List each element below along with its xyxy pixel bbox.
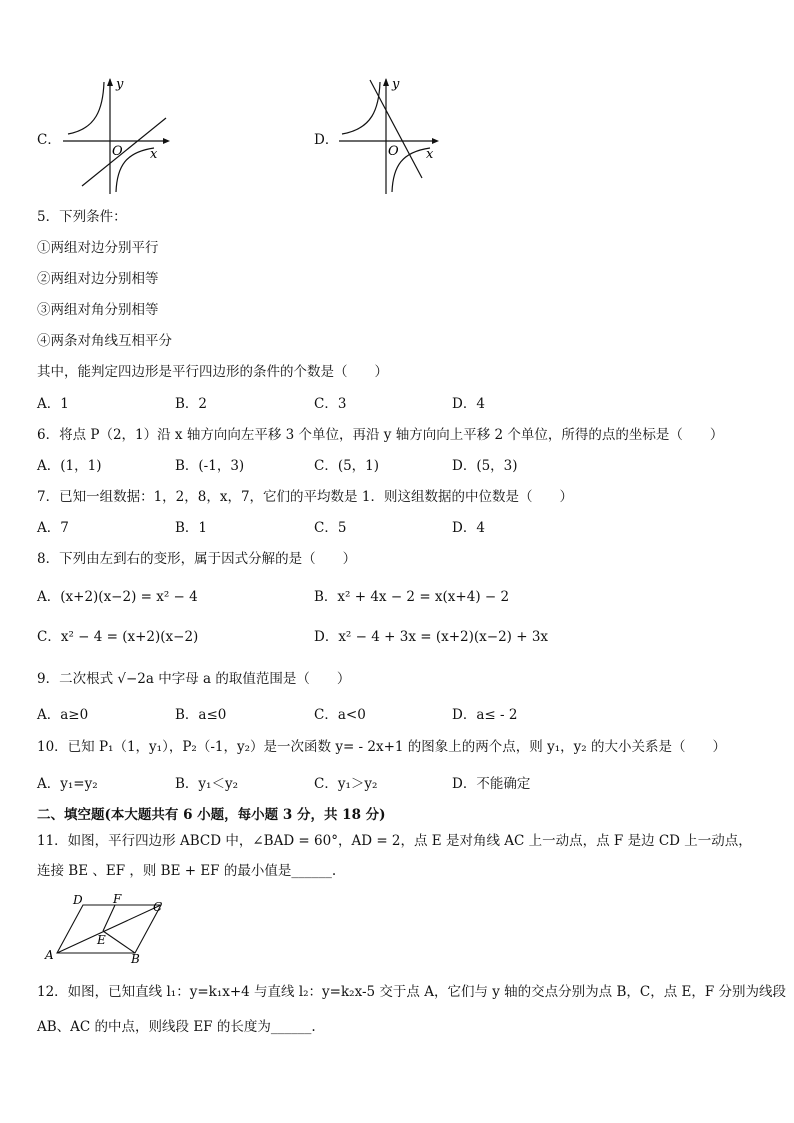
q7-option-b: B．1 <box>175 520 208 536</box>
q8-option-d: D．x² − 4 + 3x = (x+2)(x−2) + 3x <box>314 629 549 645</box>
segment-be <box>103 931 135 953</box>
q5-option-a: A．1 <box>37 396 69 412</box>
label-b: B <box>131 952 140 963</box>
q12-line1: 12．如图，已知直线 l₁：y=k₁x+4 与直线 l₂：y=k₂x-5 交于点 A，它们与 y 轴的交点分别为点 B，C，点 E，F 分别为线段 <box>37 984 786 1000</box>
label-c: C <box>153 900 163 914</box>
q10-option-a: A．y₁=y₂ <box>37 776 98 792</box>
hyperbola-upper-left <box>342 82 380 134</box>
q5-question: 其中，能判定四边形是平行四边形的条件的个数是（ ） <box>37 364 388 380</box>
q10-option-b: B．y₁＜y₂ <box>175 776 238 792</box>
q4-graph-d <box>334 74 454 198</box>
q7-option-d: D．4 <box>452 520 485 536</box>
q4-graph-c <box>58 74 178 198</box>
section2-heading: 二、填空题(本大题共有 6 小题，每小题 3 分，共 18 分) <box>37 807 386 823</box>
q12-line2: AB、AC 的中点，则线段 EF 的长度为______. <box>37 1019 316 1035</box>
x-label: x <box>150 147 158 162</box>
q6-stem: 6．将点 P（2，1）沿 x 轴方向向左平移 3 个单位，再沿 y 轴方向向上平移 2 个单位，所得的点的坐标是（ ） <box>37 427 724 443</box>
hyperbola-upper-left <box>68 82 104 134</box>
q8-option-a: A．(x+2)(x−2) = x² − 4 <box>37 589 198 605</box>
q6-option-b: B．(-1，3) <box>175 458 245 474</box>
q10-stem: 10．已知 P₁（1，y₁），P₂（-1，y₂）是一次函数 y= - 2x+1 的图象上的两个点，则 y₁，y₂ 的大小关系是（ ） <box>37 739 726 755</box>
q11-parallelogram-figure <box>43 893 173 963</box>
q7-stem: 7．已知一组数据：1，2，8，x，7，它们的平均数是 1．则这组数据的中位数是（ ） <box>37 489 573 505</box>
label-f: F <box>113 893 122 906</box>
q4-option-c-label: C． <box>37 132 61 148</box>
q8-option-c: C．x² − 4 = (x+2)(x−2) <box>37 629 199 645</box>
linear-line <box>370 80 422 178</box>
q6-option-a: A．(1，1) <box>37 458 102 474</box>
origin-label: O <box>112 144 123 159</box>
x-label: x <box>426 147 434 162</box>
diagonal-ac <box>57 905 161 953</box>
q7-option-c: C．5 <box>314 520 347 536</box>
q5-condition-4: ④两条对角线互相平分 <box>37 333 172 349</box>
q9-option-c: C．a<0 <box>314 707 366 723</box>
q7-option-a: A．7 <box>37 520 69 536</box>
q5-option-c: C．3 <box>314 396 347 412</box>
q5-condition-2: ②两组对边分别相等 <box>37 271 159 287</box>
x-axis-arrow <box>163 138 170 144</box>
q6-option-d: D．(5，3) <box>452 458 518 474</box>
q9-option-b: B．a≤0 <box>175 707 227 723</box>
y-label: y <box>392 77 400 92</box>
q5-option-d: D．4 <box>452 396 485 412</box>
q11-line1: 11．如图，平行四边形 ABCD 中，∠BAD = 60°，AD = 2，点 E 是对角线 AC 上一动点，点 F 是边 CD 上一动点， <box>37 833 752 849</box>
label-d: D <box>73 893 83 907</box>
origin-label: O <box>388 144 399 159</box>
q10-option-d: D．不能确定 <box>452 776 531 792</box>
q5-condition-3: ③两组对角分别相等 <box>37 302 159 318</box>
q6-option-c: C．(5，1) <box>314 458 380 474</box>
y-axis-arrow <box>107 78 113 86</box>
q9-stem: 9．二次根式 √−2a 中字母 a 的取值范围是（ ） <box>37 671 351 687</box>
label-e: E <box>97 933 106 947</box>
q10-option-c: C．y₁＞y₂ <box>314 776 378 792</box>
x-axis-arrow <box>432 138 439 144</box>
q5-stem: 5．下列条件： <box>37 209 127 225</box>
y-axis-arrow <box>383 78 389 86</box>
q9-option-a: A．a≥0 <box>37 707 89 723</box>
y-label: y <box>116 77 124 92</box>
q4-option-d-label: D． <box>314 132 339 148</box>
q8-option-b: B．x² + 4x − 2 = x(x+4) − 2 <box>314 589 510 605</box>
q5-option-b: B．2 <box>175 396 208 412</box>
q9-option-d: D．a≤ - 2 <box>452 707 518 723</box>
q5-condition-1: ①两组对边分别平行 <box>37 240 159 256</box>
label-a: A <box>45 948 54 962</box>
q11-line2: 连接 BE 、EF ，则 BE + EF 的最小值是______. <box>37 863 337 879</box>
q8-stem: 8．下列由左到右的变形，属于因式分解的是（ ） <box>37 551 357 567</box>
